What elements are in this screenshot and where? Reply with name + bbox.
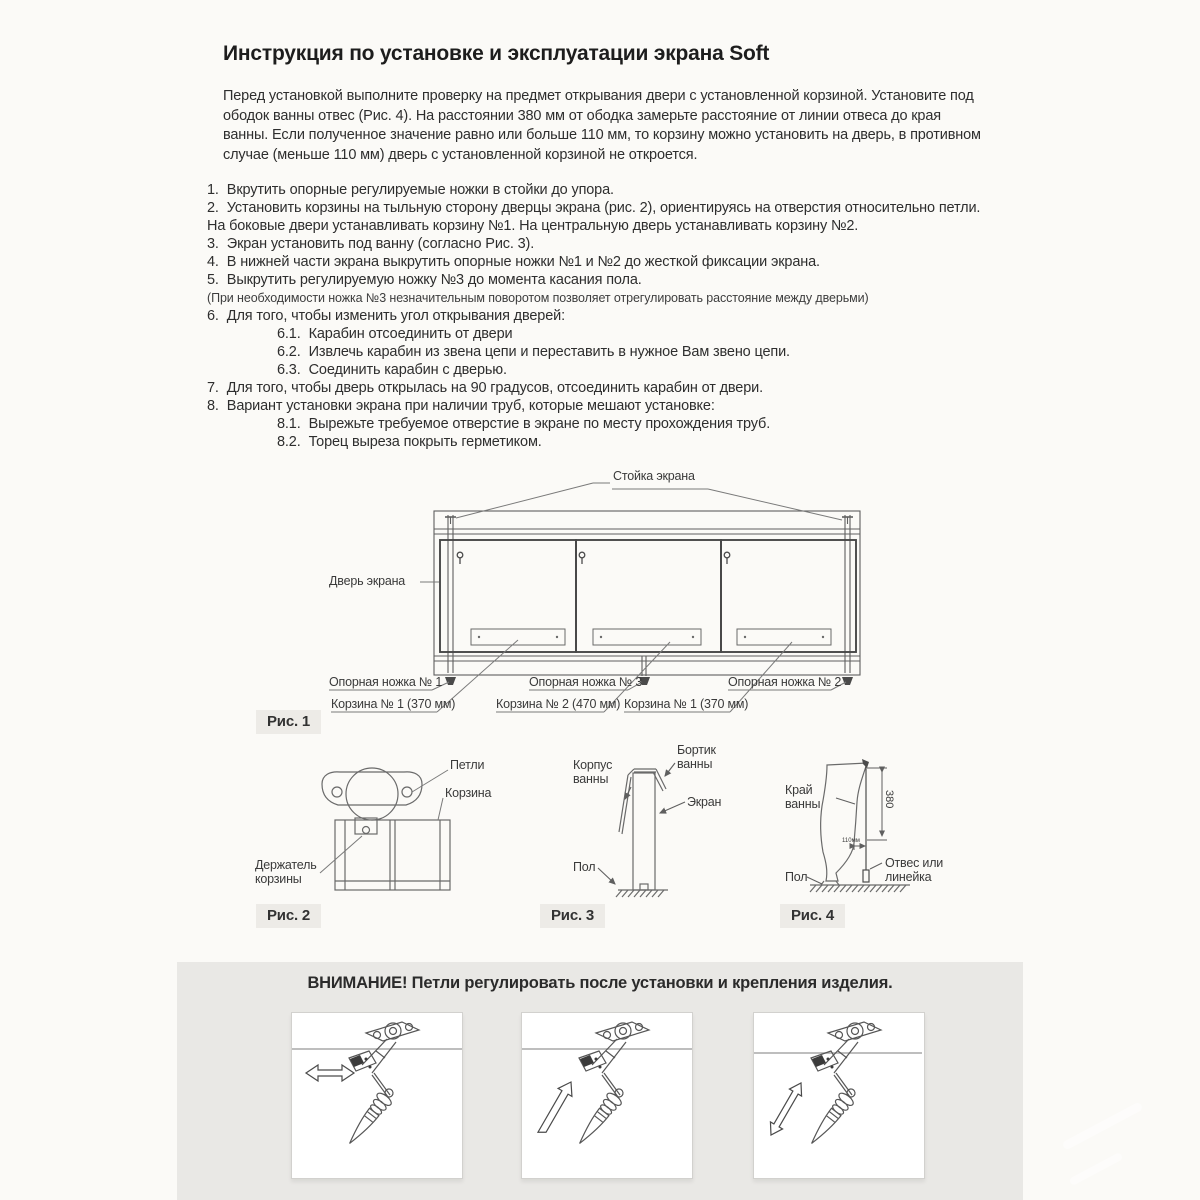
fig4-label-plumb: Отвес или линейка	[885, 856, 944, 884]
warning-text: ВНИМАНИЕ! Петли регулировать после установки и крепления изделия.	[307, 974, 893, 992]
step-subitem: 6.3. Соединить карабин с дверью.	[277, 362, 507, 378]
fig4-caption: Рис. 4	[780, 904, 845, 928]
fig3-label-floor: Пол	[573, 860, 596, 874]
fig4-dimension-380: 380	[883, 790, 895, 809]
hinge-diagram-lateral	[292, 1013, 462, 1178]
fig3-label-bath-body: Корпус ванны	[573, 758, 613, 786]
fig3-label-bath-rim: Бортик ванны	[677, 743, 716, 771]
fig3-label-screen: Экран	[687, 795, 722, 809]
step-item: 4. В нижней части экрана выкрутить опорные ножки №1 и №2 до жесткой фиксации экрана.	[207, 254, 820, 270]
fig1-label-door: Дверь экрана	[329, 574, 406, 588]
fig2-label-hinges: Петли	[450, 758, 485, 772]
instruction-steps	[207, 181, 995, 451]
fig1-label-basket2: Корзина № 2 (470 мм)	[496, 697, 621, 711]
step-item: 1. Вкрутить опорные регулируемые ножки в стойки до упора.	[207, 182, 614, 198]
step-subitem: 8.1. Вырежьте требуемое отверстие в экране по месту прохождения труб.	[277, 416, 771, 432]
fig1-label-leg2: Опорная ножка № 2	[728, 675, 842, 689]
figure-3-install-diagram	[540, 733, 775, 923]
step-item: 3. Экран установить под ванну (согласно Рис. 3).	[207, 236, 535, 252]
step-item: 8. Вариант установки экрана при наличии труб, которые мешают установке:	[207, 398, 715, 414]
hinge-adjust-box-2	[521, 1012, 693, 1179]
diagonal-arrow-icon	[534, 1078, 578, 1138]
step-note: (При необходимости ножка №3 незначительным поворотом позволяет отрегулировать расстояние между дверьми)	[207, 291, 869, 305]
page-title: Инструкция по установке и эксплуатации экрана Soft	[223, 42, 770, 65]
watermark-stroke	[1069, 1152, 1124, 1186]
horizontal-arrow-icon	[306, 1065, 354, 1081]
hinge-diagram-diagonal	[522, 1013, 692, 1178]
step-item: 5. Выкрутить регулируемую ножку №3 до момента касания пола.	[207, 272, 642, 288]
diagonal-double-arrow-icon	[765, 1080, 807, 1139]
fig1-label-stand: Стойка экрана	[613, 469, 695, 483]
step-subitem: 6.1. Карабин отсоединить от двери	[277, 326, 513, 342]
step-subitem: 6.2. Извлечь карабин из звена цепи и переставить в нужное Вам звено цепи.	[277, 344, 790, 360]
hinge-adjust-box-3	[753, 1012, 925, 1179]
fig4-label-bath-edge: Край ванны	[785, 783, 821, 811]
figure-1-screen-diagram	[320, 466, 880, 724]
fig4-dimension-110: 110мм	[842, 838, 860, 844]
fig1-label-basket1-left: Корзина № 1 (370 мм)	[331, 697, 456, 711]
step-item: 2. Установить корзины на тыльную сторону дверцы экрана (рис. 2), ориентируясь на отверстия относительно петли. На боковые двери устанавливать корзину №1. На центральную дверь устанавливать корзину №2.	[207, 200, 981, 234]
intro-paragraph: Перед установкой выполните проверку на предмет открывания двери с установленной корзиной. Установите под ободок ванны отвес (Рис. 4). На расстоянии 380 мм от ободка замерьте расстояние от линии отвеса до края ванны. Если полученное значение равно или больше 110 мм, то корзину можно установить на дверь, в противном случае (меньше 110 мм) дверь с установленной корзиной не откроется.	[223, 88, 981, 163]
step-item: 7. Для того, чтобы дверь открылась на 90 градусов, отсоединить карабин от двери.	[207, 380, 763, 396]
fig3-caption: Рис. 3	[540, 904, 605, 928]
step-item: 6. Для того, чтобы изменить угол открывания дверей:	[207, 308, 565, 324]
fig4-label-floor: Пол	[785, 870, 808, 884]
fig2-caption: Рис. 2	[256, 904, 321, 928]
fig1-label-basket1-right: Корзина № 1 (370 мм)	[624, 697, 749, 711]
fig2-label-basket: Корзина	[445, 786, 492, 800]
fig2-label-holder: Держатель корзины	[255, 858, 317, 886]
fig1-label-leg3: Опорная ножка № 3	[529, 675, 643, 689]
step-subitem: 8.2. Торец выреза покрыть герметиком.	[277, 434, 542, 450]
fig1-caption: Рис. 1	[256, 710, 321, 734]
hinge-diagram-diagonal-double	[754, 1013, 922, 1178]
watermark-stroke	[1062, 1101, 1144, 1150]
fig1-label-leg1: Опорная ножка № 1	[329, 675, 443, 689]
hinge-adjust-box-1	[291, 1012, 463, 1179]
